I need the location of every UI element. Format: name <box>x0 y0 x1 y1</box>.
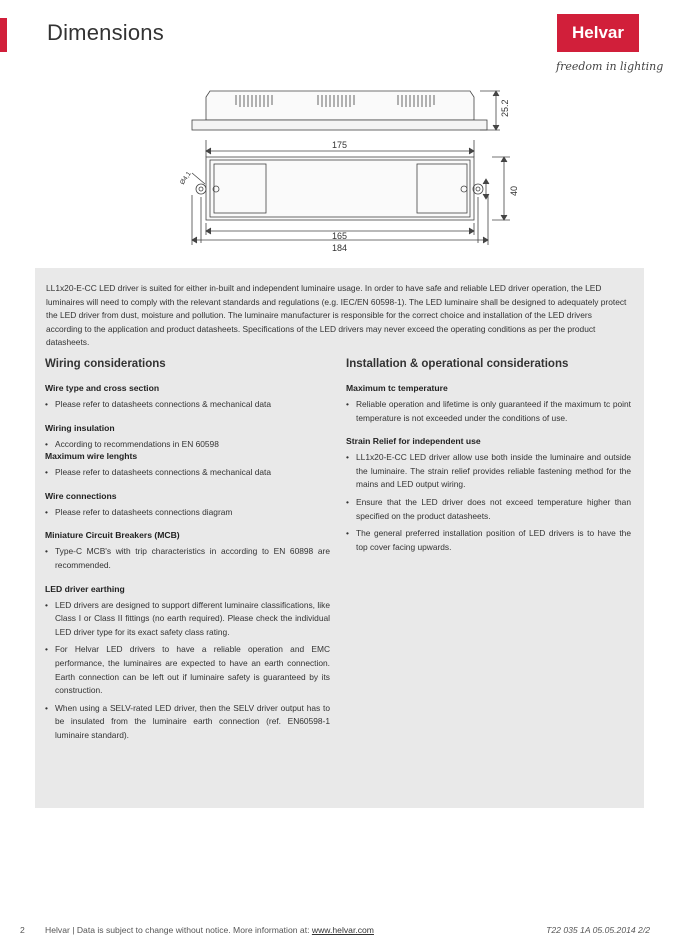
top-view <box>192 140 510 245</box>
insulation-list <box>45 438 330 452</box>
wire-type-heading: Wire type and cross section <box>45 383 160 393</box>
strain-relief-heading: Strain Relief for independent use <box>346 436 481 447</box>
tc-list <box>346 398 631 425</box>
installation-heading: Installation & operational considerations <box>346 358 569 370</box>
mcb-heading: Miniature Circuit Breakers (MCB) <box>45 530 180 541</box>
height-dimension-label: 25.2 <box>500 99 510 117</box>
connections-heading: Wire connections <box>45 490 117 501</box>
wire-type-list <box>45 398 330 412</box>
brand-tagline: freedom in lighting <box>556 60 664 73</box>
earthing-list <box>45 599 330 743</box>
tc-heading: Maximum tc temperature <box>346 383 448 393</box>
earthing-heading: LED driver earthing <box>45 583 125 594</box>
list-item: • For Helvar LED drivers to have a reliable operation and EMC performance, the luminaires are expected to have an earth connection. Earth connection can be left out if luminaire safety is guaranteed by its construction. <box>45 643 330 697</box>
info-panel <box>35 268 644 808</box>
dimension-drawing <box>170 85 519 253</box>
document-code: T22 035 1A 05.05.2014 2/2 <box>546 925 650 935</box>
strain-relief-list <box>346 451 631 554</box>
list-item: • LED drivers are designed to support different luminaire classifications, like Class I or Class II fittings (no earth required). Please check the individual LED driver type for its exact safety class rating. <box>45 599 330 640</box>
page-number: 2 <box>20 925 25 935</box>
list-item: • LL1x20-E-CC LED driver allow use both inside the luminaire and outside the luminaire. The strain relief provides reliable fastening method for the mains and LED output wiring. <box>346 451 631 492</box>
dimension-165-label: 165 <box>332 231 348 241</box>
list-item: • Please refer to datasheets connections diagram <box>45 506 330 520</box>
list-item: • Please refer to datasheets connections & mechanical data <box>45 466 330 480</box>
page-title: Dimensions <box>47 20 164 45</box>
max-length-heading: Maximum wire lenghts <box>45 451 138 462</box>
mcb-list <box>45 545 330 572</box>
footer-disclaimer: Helvar | Data is subject to change without notice. More information at: <box>45 925 310 935</box>
website-link[interactable]: www.helvar.com <box>311 925 374 935</box>
helvar-logo[interactable] <box>557 14 639 52</box>
installation-column <box>346 358 631 565</box>
dimension-184-label: 184 <box>332 243 348 253</box>
insulation-heading: Wiring insulation <box>45 422 115 433</box>
list-item: • Please refer to datasheets connections & mechanical data <box>45 398 330 412</box>
title-accent-bar <box>0 18 7 52</box>
list-item: • According to recommendations in EN 60598 <box>45 438 330 452</box>
list-item: • When using a SELV-rated LED driver, then the SELV driver output has to be insulated from the luminaire earth connection (ref. EN60598-1 luminaire standard). <box>45 702 330 743</box>
hole-diameter-label: Ø4,1 <box>178 170 193 187</box>
dimension-175-label: 175 <box>332 140 348 150</box>
max-length-list <box>45 466 330 480</box>
list-item: • Type-C MCB's with trip characteristics in according to EN 60898 are recommended. <box>45 545 330 572</box>
list-item: • The general preferred installation position of LED drivers is to have the top cover facing upwards. <box>346 527 631 554</box>
side-view <box>192 91 500 130</box>
dimension-40-label: 40 <box>509 185 519 196</box>
intro-paragraph: LL1x20-E-CC LED driver is suited for either in-built and independent luminaire usage. In order to have safe and reliable LED driver operation, the LED luminaires will need to comply with the relevant standards and regulations (e.g. IEC/EN 60598-1). The LED luminaire shall be designed to adequately protect the LED driver from dust, moisture and pollution. The luminaire manufacturer is responsible for the correct choice and installation of the LED drivers according to the application and product datasheets. Specifications of the LED drivers may never exceed the operating conditions as per the product datasheets. <box>46 283 627 348</box>
connections-list <box>45 506 330 520</box>
footer-text-group <box>45 925 374 935</box>
wiring-column <box>45 358 330 754</box>
logo-text: Helvar <box>572 23 624 42</box>
wiring-heading: Wiring considerations <box>45 358 166 370</box>
list-item: • Ensure that the LED driver does not exceed temperature higher than specified on the product datasheets. <box>346 496 631 523</box>
list-item: • Reliable operation and lifetime is only guaranteed if the maximum tc point temperature is not exceeded under the conditions of use. <box>346 398 631 425</box>
